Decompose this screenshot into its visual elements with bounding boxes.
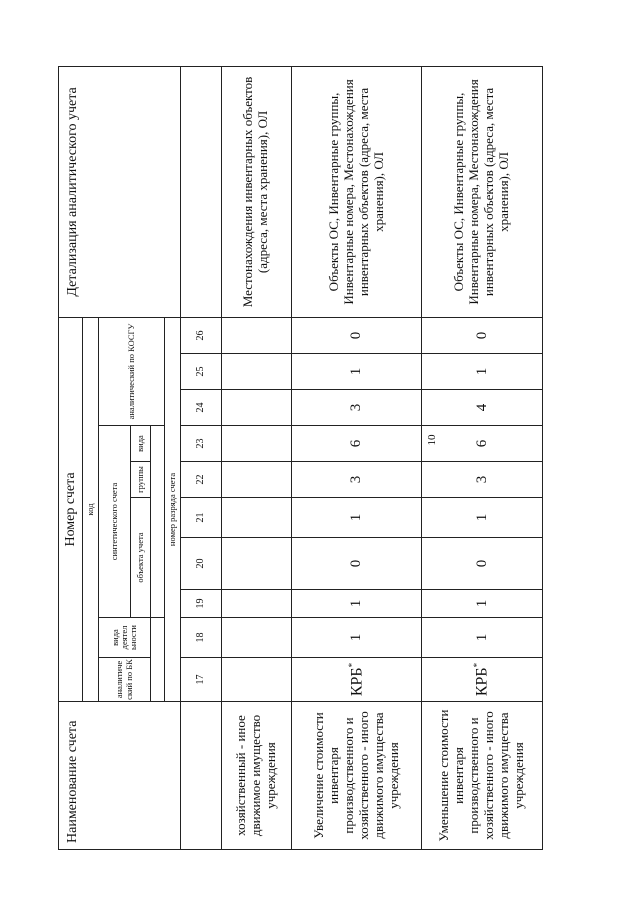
- header-code: код: [83, 317, 99, 701]
- value-cell: 3: [291, 462, 422, 498]
- value-cell: 1: [422, 618, 543, 658]
- value-text: КРБ: [348, 667, 366, 697]
- value-cell: [221, 658, 291, 702]
- footnote-mark: *: [346, 662, 357, 668]
- value-cell: [221, 462, 291, 498]
- header-group: группы: [131, 462, 151, 498]
- accounts-table: [58, 66, 543, 850]
- header-digit-number: номер разряда счета: [165, 317, 181, 701]
- value-text: КРБ: [473, 667, 491, 697]
- header-detail: Детализация аналитического учета: [59, 66, 181, 317]
- digit-cell: 26: [181, 317, 221, 353]
- header-kosgu: аналитический по КОСГУ: [99, 317, 165, 425]
- value-cell: [221, 317, 291, 353]
- value-cell: 3: [422, 462, 543, 498]
- value-cell: 1: [291, 618, 422, 658]
- digit-cell: 24: [181, 390, 221, 426]
- value-cell: [221, 390, 291, 426]
- row-detail: Местонахождения инвентарных объектов (адреса, места хранения), ОЛ: [221, 66, 291, 317]
- digit-cell: 19: [181, 590, 221, 618]
- row-name: хозяйственный - иное движимое имущество учреждения: [221, 702, 291, 850]
- value-cell: 6: [291, 426, 422, 462]
- value-cell: 6: [422, 426, 543, 462]
- value-cell: 1: [422, 590, 543, 618]
- value-cell: 0: [291, 538, 422, 590]
- header-account-number: Номер счета: [59, 317, 83, 701]
- value-cell: [221, 426, 291, 462]
- page-number: 10: [426, 434, 438, 446]
- value-cell: 1: [291, 498, 422, 538]
- value-cell: 4: [422, 390, 543, 426]
- digit-cell: 22: [181, 462, 221, 498]
- value-cell: 0: [422, 538, 543, 590]
- digit-cell: 20: [181, 538, 221, 590]
- digit-row-blank: [181, 66, 221, 317]
- value-cell: 1: [422, 498, 543, 538]
- digit-cell: 25: [181, 354, 221, 390]
- header-account-object: объекта учета: [131, 498, 151, 618]
- header-kind: вида: [131, 426, 151, 462]
- header-blank: [151, 426, 165, 618]
- value-cell: [221, 498, 291, 538]
- rotated-table-container: [58, 67, 543, 850]
- row-detail: Объекты ОС, Инвентарные группы, Инвентарные номера, Местонахождения инвентарных объектов (адреса, места хранения), ОЛ: [422, 66, 543, 317]
- value-cell-code: [291, 658, 422, 702]
- header-blank: [151, 618, 165, 702]
- digit-row-blank: [181, 702, 221, 850]
- row-detail: Объекты ОС, Инвентарные группы, Инвентарные номера, Местонахождения инвентарных объектов (адреса, места хранения), ОЛ: [291, 66, 422, 317]
- digit-cell: 18: [181, 618, 221, 658]
- row-name: Уменьшение стоимости инвентаря производственного и хозяйственного - иного движимого имущества учреждения: [422, 702, 543, 850]
- header-synthetic: синтетического счета: [99, 426, 131, 618]
- header-account-name: Наименование счета: [59, 702, 181, 850]
- header-analytical-bk: аналитиче ский по БК: [99, 658, 151, 702]
- digit-cell: 21: [181, 498, 221, 538]
- value-cell: [221, 354, 291, 390]
- row-name: Увеличение стоимости инвентаря производственного и хозяйственного - иного движимого имущества учреждения: [291, 702, 422, 850]
- header-activity-type: вида деятел ьности: [99, 618, 151, 658]
- digit-cell: 17: [181, 658, 221, 702]
- value-cell: [221, 618, 291, 658]
- value-cell: 0: [291, 317, 422, 353]
- value-cell: 0: [422, 317, 543, 353]
- value-cell-code: [422, 658, 543, 702]
- footnote-mark: *: [472, 662, 483, 668]
- value-cell: 1: [291, 590, 422, 618]
- value-cell: [221, 590, 291, 618]
- value-cell: 3: [291, 390, 422, 426]
- value-cell: 1: [291, 354, 422, 390]
- digit-cell: 23: [181, 426, 221, 462]
- value-cell: 1: [422, 354, 543, 390]
- value-cell: [221, 538, 291, 590]
